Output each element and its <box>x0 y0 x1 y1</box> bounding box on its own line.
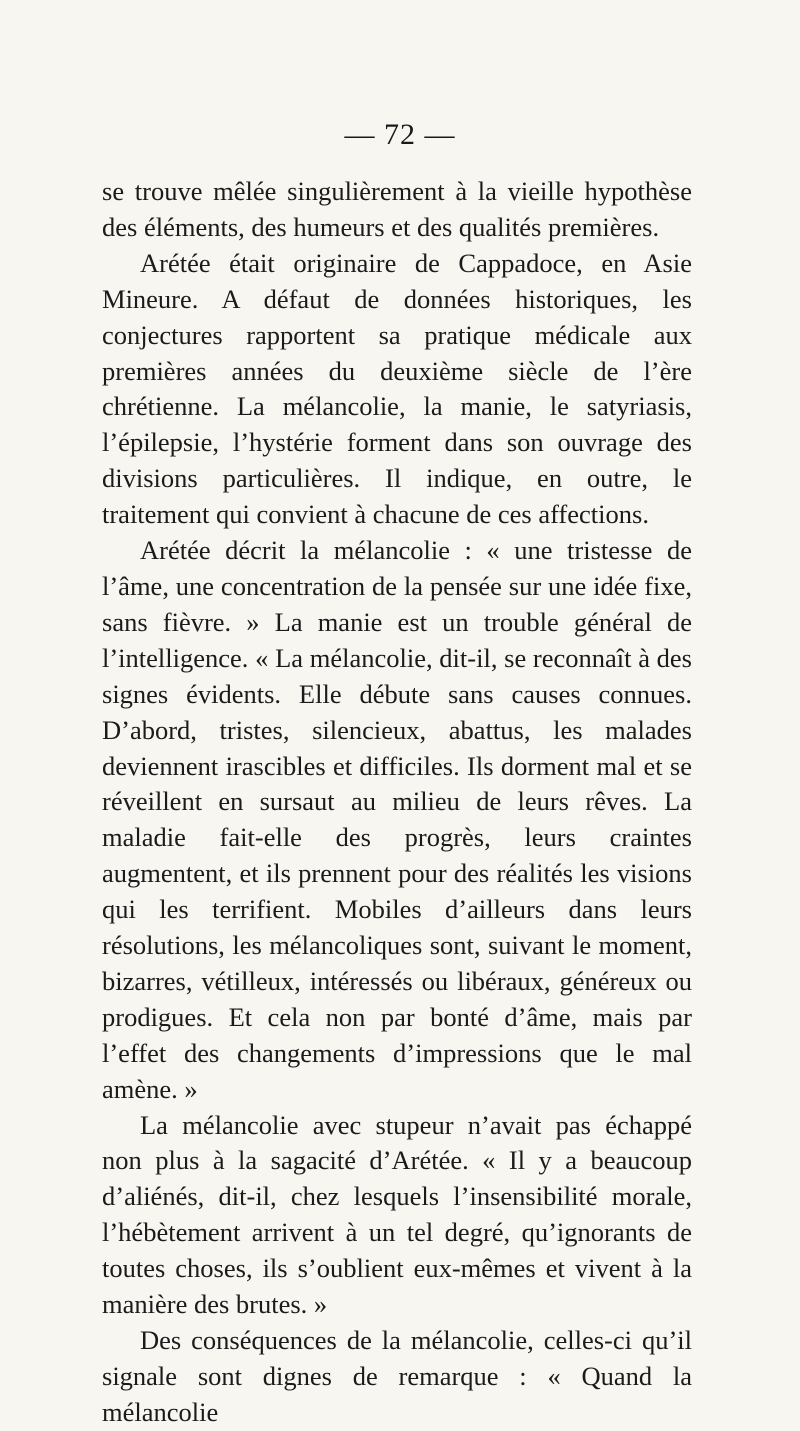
paragraph-melancholy-description: Arétée décrit la mélancolie : « une tristesse de l’âme, une concentration de la pensée sur une idée fixe, sans fièvre. » La manie est un trouble général de l’intelligence. « La mélancolie, dit-il, se reconnaît à des signes évidents. Elle débute sans causes connues. D’abord, tristes, silencieux, abattus, les malades deviennent irascibles et difficiles. Ils dorment mal et se réveillent en sursaut au milieu de leurs rêves. La maladie fait-elle des progrès, leurs craintes augmentent, et ils prennent pour des réalités les visions qui les terrifient. Mobiles d’ailleurs dans leurs résolutions, les mélancoliques sont, suivant le moment, bizarres, vétilleux, intéressés ou libéraux, généreux ou prodigues. Et cela non par bonté d’âme, mais par l’effet des changements d’impressions que le mal amène. » <box>102 535 692 1104</box>
body-text <box>102 174 692 1431</box>
paragraph-consequences: Des conséquences de la mélancolie, celles-ci qu’il signale sont dignes de remarque : « Quand la mélancolie <box>102 1325 692 1427</box>
paragraph-continuation: se trouve mêlée singulièrement à la vieille hypothèse des éléments, des humeurs et des qualités premières. <box>102 176 692 242</box>
paragraph-aretee-origin: Arétée était originaire de Cappadoce, en Asie Mineure. A défaut de données historiques, les conjectures rapportent sa pratique médicale aux premières années du deuxième siècle de l’ère chrétienne. La mélancolie, la manie, le satyriasis, l’épilepsie, l’hystérie forment dans son ouvrage des divisions particulières. Il indique, en outre, le traitement qui convient à chacune de ces affections. <box>102 247 692 530</box>
paragraph-stupor: La mélancolie avec stupeur n’avait pas échappé non plus à la sagacité d’Arétée. « Il y a beaucoup d’aliénés, dit-il, chez lesquels l’insensibilité morale, l’hébètement arrivent à un tel degré, qu’ignorants de toutes choses, ils s’oublient eux-mêmes et vivent à la manière des brutes. » <box>102 1109 692 1320</box>
page-number: — 72 — <box>344 118 456 151</box>
